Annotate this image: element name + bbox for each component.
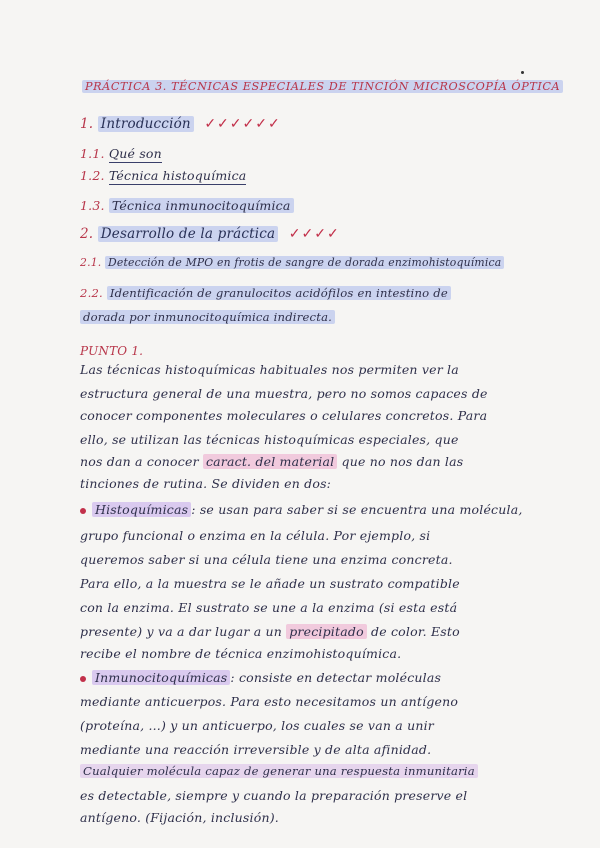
index-2-2-num: 2.2. xyxy=(80,286,103,300)
index-2-1 xyxy=(80,256,504,269)
highlight-text: Cualquier molécula capaz de generar una respuesta inmunitaria xyxy=(80,764,478,778)
index-2-2-label-cont: dorada por inmunocitoquímica indirecta. xyxy=(80,310,335,324)
highlight-text: precipitado xyxy=(286,624,367,639)
index-1-2-label: Técnica histoquímica xyxy=(108,168,247,183)
bullet-inmunocitoquimicas xyxy=(80,670,441,685)
body-line: es detectable, siempre y cuando la preparación preserve el xyxy=(80,788,468,803)
body-line: grupo funcional o enzima en la célula. Por ejemplo, si xyxy=(80,528,431,543)
index-intro-label: Introducción xyxy=(98,116,194,132)
body-line: con la enzima. El sustrato se une a la enzima (si esta está xyxy=(80,600,458,615)
body-text: de color. Esto xyxy=(371,624,460,639)
check-marks: ✓✓✓✓ xyxy=(288,226,340,242)
body-line xyxy=(80,454,463,469)
bullet-dot xyxy=(80,508,86,514)
body-line: recibe el nombre de técnica enzimohistoquímica. xyxy=(80,646,402,661)
body-line: Las técnicas histoquímicas habituales nos permiten ver la xyxy=(80,362,459,377)
index-dev-label: Desarrollo de la práctica xyxy=(98,226,279,242)
body-line xyxy=(80,624,460,639)
section-heading: PUNTO 1. xyxy=(80,344,144,358)
body-line: mediante una reacción irreversible y de alta afinidad. xyxy=(80,742,432,757)
highlight-text: caract. del material xyxy=(203,454,337,469)
body-text: : consiste en detectar moléculas xyxy=(230,670,442,685)
index-2-1-num: 2.1. xyxy=(80,256,102,269)
body-line xyxy=(80,764,478,778)
index-1-3 xyxy=(80,198,294,213)
body-text: que no nos dan las xyxy=(341,454,464,469)
check-marks: ✓✓✓✓✓✓ xyxy=(204,116,281,132)
index-2-1-label: Detección de MPO en frotis de sangre de dorada enzimohistoquímica xyxy=(105,256,504,269)
body-line: queremos saber si una célula tiene una enzima concreta. xyxy=(80,552,453,567)
index-dev xyxy=(80,226,340,242)
index-2-2-label: Identificación de granulocitos acidófilos en intestino de xyxy=(107,286,451,300)
body-text: presente) y va a dar lugar a un xyxy=(80,624,283,639)
body-line: antígeno. (Fijación, inclusión). xyxy=(80,810,279,825)
page-title-text: PRÁCTICA 3. TÉCNICAS ESPECIALES DE TINCIÓN MICROSCOPÍA ÓPTICA xyxy=(82,80,563,93)
body-line: mediante anticuerpos. Para esto necesitamos un antígeno xyxy=(80,694,459,709)
index-intro xyxy=(80,116,281,132)
body-line: estructura general de una muestra, pero no somos capaces de xyxy=(80,386,488,401)
body-line: Para ello, a la muestra se le añade un sustrato compatible xyxy=(80,576,460,591)
index-1-3-label: Técnica inmunocitoquímica xyxy=(109,198,294,213)
index-2-2-cont xyxy=(80,310,335,324)
body-line: tinciones de rutina. Se dividen en dos: xyxy=(80,476,332,491)
body-line: conocer componentes moleculares o celulares concretos. Para xyxy=(80,408,488,423)
index-2-2 xyxy=(80,286,451,300)
highlight-term: Histoquímicas xyxy=(92,502,191,517)
index-dev-num: 2. xyxy=(80,226,94,242)
body-text: : se usan para saber si se encuentra una molécula, xyxy=(191,502,523,517)
index-1-3-num: 1.3. xyxy=(80,198,105,213)
highlight-term: Inmunocitoquímicas xyxy=(92,670,230,685)
bullet-histoquimicas xyxy=(80,502,523,517)
index-1-2-num: 1.2. xyxy=(80,168,105,183)
body-text: nos dan a conocer xyxy=(80,454,199,469)
index-intro-num: 1. xyxy=(80,116,94,132)
page-title xyxy=(82,80,563,93)
index-1-1-label: Qué son xyxy=(108,146,162,161)
bullet-dot xyxy=(80,676,86,682)
body-line: ello, se utilizan las técnicas histoquímicas especiales, que xyxy=(80,432,459,447)
ink-dot xyxy=(521,71,524,74)
index-1-2 xyxy=(80,168,246,183)
index-1-1-num: 1.1. xyxy=(80,146,105,161)
body-line: (proteína, ...) y un anticuerpo, los cuales se van a unir xyxy=(80,718,434,733)
index-1-1 xyxy=(80,146,162,161)
